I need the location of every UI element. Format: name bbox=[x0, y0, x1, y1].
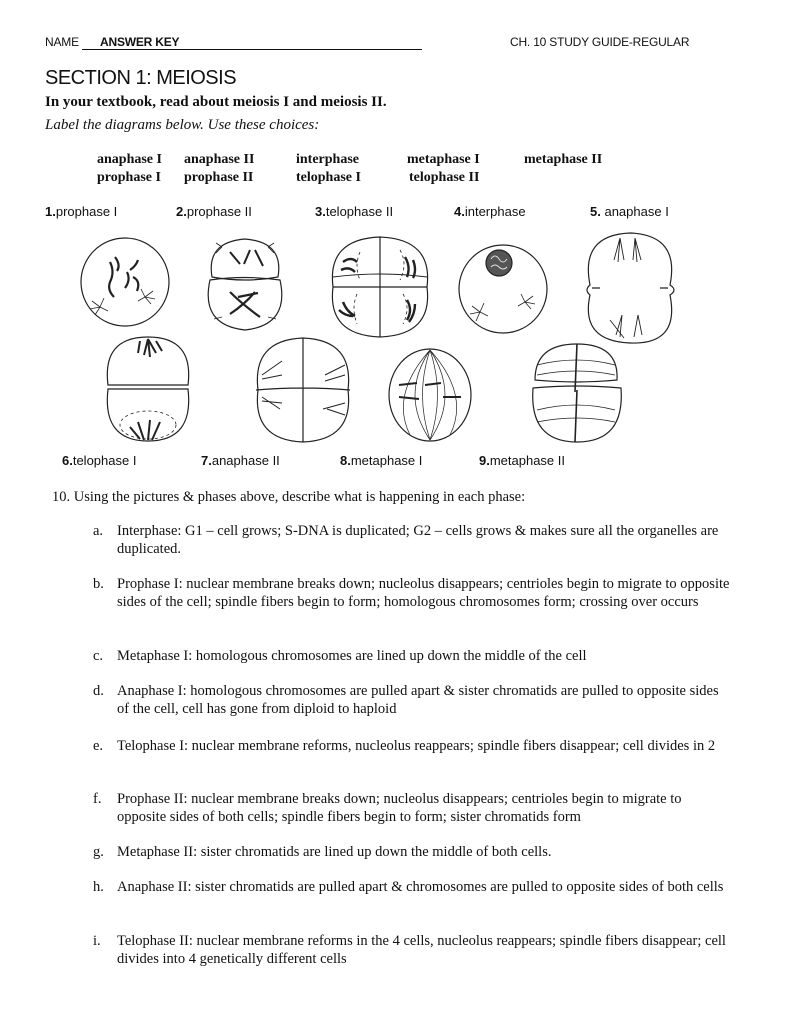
diagram-label-3: 3.telophase II bbox=[315, 204, 394, 219]
name-field bbox=[45, 35, 422, 50]
interphase-diagram bbox=[455, 237, 555, 337]
anaphase-ii-diagram bbox=[250, 335, 350, 445]
answer-item-a: a. Interphase: G1 – cell grows; S-DNA is duplicated; G2 – cells grows & makes sure all the organelles are duplicated. bbox=[93, 523, 719, 557]
diagram-label-7: 7.anaphase II bbox=[201, 453, 280, 468]
answer-item-g: g. Metaphase II: sister chromatids are lined up down the middle of both cells. bbox=[93, 844, 552, 860]
choice: prophase II bbox=[184, 170, 254, 185]
answer-item-f: f. Prophase II: nuclear membrane breaks down; nucleolus disappears; centrioles begin to migrate to opposite sides of both cells; spindle fibers begin to form; sister chromatids form bbox=[93, 791, 682, 825]
telophase-i-diagram bbox=[100, 335, 195, 445]
doc-title: CH. 10 STUDY GUIDE-REGULAR bbox=[510, 35, 690, 49]
choice: interphase bbox=[296, 152, 359, 167]
answer-item-e: e. Telophase I: nuclear membrane reforms, nucleolus reappears; spindle fibers disappear; cell divides in 2 bbox=[93, 738, 716, 754]
diagram-label-2: 2.prophase II bbox=[176, 204, 252, 219]
choice: prophase I bbox=[97, 170, 161, 185]
diagram-label-9: 9.metaphase II bbox=[479, 453, 565, 468]
telophase-ii-diagram bbox=[325, 232, 435, 342]
answer-item-b: b. Prophase I: nuclear membrane breaks down; nucleolus disappears; centrioles begin to migrate to opposite sides of the cell; spindle fibers begin to form; homologous chromosomes form; crossing over occurs bbox=[93, 576, 730, 610]
choice: anaphase II bbox=[184, 152, 255, 167]
diagram-label-6: 6.telophase I bbox=[62, 453, 137, 468]
diagram-label-8: 8.metaphase I bbox=[340, 453, 423, 468]
choice: anaphase I bbox=[97, 152, 162, 167]
label-instruction: Label the diagrams below. Use these choices: bbox=[45, 117, 320, 133]
prophase-ii-diagram bbox=[200, 232, 290, 337]
answer-item-c: c. Metaphase I: homologous chromosomes are lined up down the middle of the cell bbox=[93, 648, 587, 664]
metaphase-ii-diagram bbox=[525, 340, 625, 445]
metaphase-i-diagram bbox=[385, 345, 475, 445]
diagram-label-5: 5. anaphase I bbox=[590, 204, 669, 219]
question-10-prompt: 10. Using the pictures & phases above, describe what is happening in each phase: bbox=[52, 489, 526, 505]
name-value: ANSWER KEY bbox=[82, 36, 422, 50]
diagram-label-4: 4.interphase bbox=[454, 204, 526, 219]
diagram-label-1: 1.prophase I bbox=[45, 204, 118, 219]
answer-item-h: h. Anaphase II: sister chromatids are pulled apart & chromosomes are pulled to opposite sides of both cells bbox=[93, 879, 724, 895]
choice: metaphase I bbox=[407, 152, 480, 167]
choice: metaphase II bbox=[524, 152, 603, 167]
section-title: SECTION 1: MEIOSIS bbox=[45, 67, 237, 89]
choice: telophase I bbox=[296, 170, 361, 185]
choice: telophase II bbox=[409, 170, 480, 185]
answer-item-d: d. Anaphase I: homologous chromosomes are pulled apart & sister chromatids are pulled to opposite sides of the cell, cell has gone from diploid to haploid bbox=[93, 683, 719, 717]
reading-instruction: In your textbook, read about meiosis I and meiosis II. bbox=[45, 94, 387, 110]
anaphase-i-diagram bbox=[580, 230, 680, 345]
name-label: NAME bbox=[45, 35, 79, 49]
prophase-i-diagram bbox=[75, 232, 175, 332]
answer-item-i: i. Telophase II: nuclear membrane reforms in the 4 cells, nucleolus reappears; spindle fibers disappear; cell divides into 4 genetically different cells bbox=[93, 933, 726, 967]
